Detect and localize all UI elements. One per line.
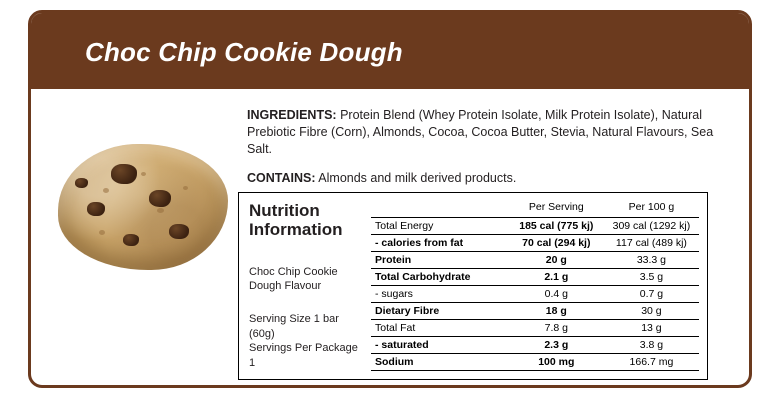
nutrient-per-serving: 2.1 g [509,269,604,286]
nutrient-label: Total Carbohydrate [371,269,509,286]
nutrient-per-100g: 0.7 g [604,286,699,303]
nutrient-per-serving: 185 cal (775 kj) [509,218,604,235]
table-header-row [371,199,699,218]
contains-label: CONTAINS: [247,170,316,185]
choc-chip-icon [169,224,189,239]
choc-chip-icon [149,190,171,207]
choc-chip-icon [75,178,88,188]
contains-text: Almonds and milk derived products. [315,170,517,185]
nutrient-label: - calories from fat [371,235,509,252]
nutrient-per-100g: 33.3 g [604,252,699,269]
table-row [371,269,699,286]
nutrient-label: - saturated [371,337,509,354]
nutrient-label: Total Fat [371,320,509,337]
table-row [371,337,699,354]
table-row [371,303,699,320]
column-header-per-100g: Per 100 g [628,201,675,213]
ingredients-text: Protein Blend (Whey Protein Isolate, Milk Protein Isolate), Natural Prebiotic Fibre (Corn), Almonds, Cocoa, Cocoa Butter, Stevia, Natural Flavours, Sea Salt. [247,108,714,156]
product-info-card [28,10,752,388]
nutrient-per-100g: 309 cal (1292 kj) [604,218,699,235]
card-header [31,13,749,89]
table-row [371,218,699,235]
ingredients-paragraph [247,107,717,158]
nutrient-label: Sodium [371,354,509,371]
nutrient-per-serving: 70 cal (294 kj) [509,235,604,252]
nutrient-per-100g: 166.7 mg [604,354,699,371]
cookie-dough-bar-image [58,144,228,270]
column-header-blank [371,199,509,218]
nutrient-per-100g: 117 cal (489 kj) [604,235,699,252]
dough-speck [183,186,188,190]
dough-speck [157,208,164,213]
dough-speck [103,188,109,193]
table-row [371,354,699,371]
nutrient-label: - sugars [371,286,509,303]
column-header-per-serving: Per Serving [528,201,584,213]
nutrient-per-100g: 3.5 g [604,269,699,286]
page-title: Choc Chip Cookie Dough [85,37,403,67]
choc-chip-icon [111,164,137,184]
table-row [371,286,699,303]
nutrient-per-serving: 0.4 g [509,286,604,303]
nutrient-per-serving: 20 g [509,252,604,269]
choc-chip-icon [87,202,105,216]
nutrition-serving-size: Serving Size 1 bar (60g) [249,312,339,340]
nutrition-panel-right [371,193,707,379]
ingredients-block [247,107,717,199]
nutrition-table-body [371,218,699,371]
ingredients-label: INGREDIENTS: [247,108,337,122]
nutrition-panel-title: Nutrition Information [249,201,343,240]
nutrition-servings-per-package: Servings Per Package 1 [249,342,358,370]
nutrition-table [371,199,699,371]
nutrient-per-serving: 100 mg [509,354,604,371]
nutrition-panel-left [239,193,371,379]
choc-chip-icon [123,234,139,246]
nutrient-per-100g: 13 g [604,320,699,337]
nutrition-flavour: Choc Chip Cookie Dough Flavour [249,266,338,293]
nutrient-label: Protein [371,252,509,269]
nutrition-information-panel [238,192,708,380]
table-row [371,235,699,252]
nutrient-label: Dietary Fibre [371,303,509,320]
contains-paragraph [247,170,717,187]
nutrient-per-serving: 7.8 g [509,320,604,337]
dough-speck [141,172,146,176]
nutrient-per-100g: 30 g [604,303,699,320]
dough-speck [99,230,105,235]
table-row [371,252,699,269]
product-photo [53,138,233,278]
nutrient-per-serving: 2.3 g [509,337,604,354]
nutrient-per-100g: 3.8 g [604,337,699,354]
nutrient-label: Total Energy [371,218,509,235]
nutrient-per-serving: 18 g [509,303,604,320]
table-row [371,320,699,337]
